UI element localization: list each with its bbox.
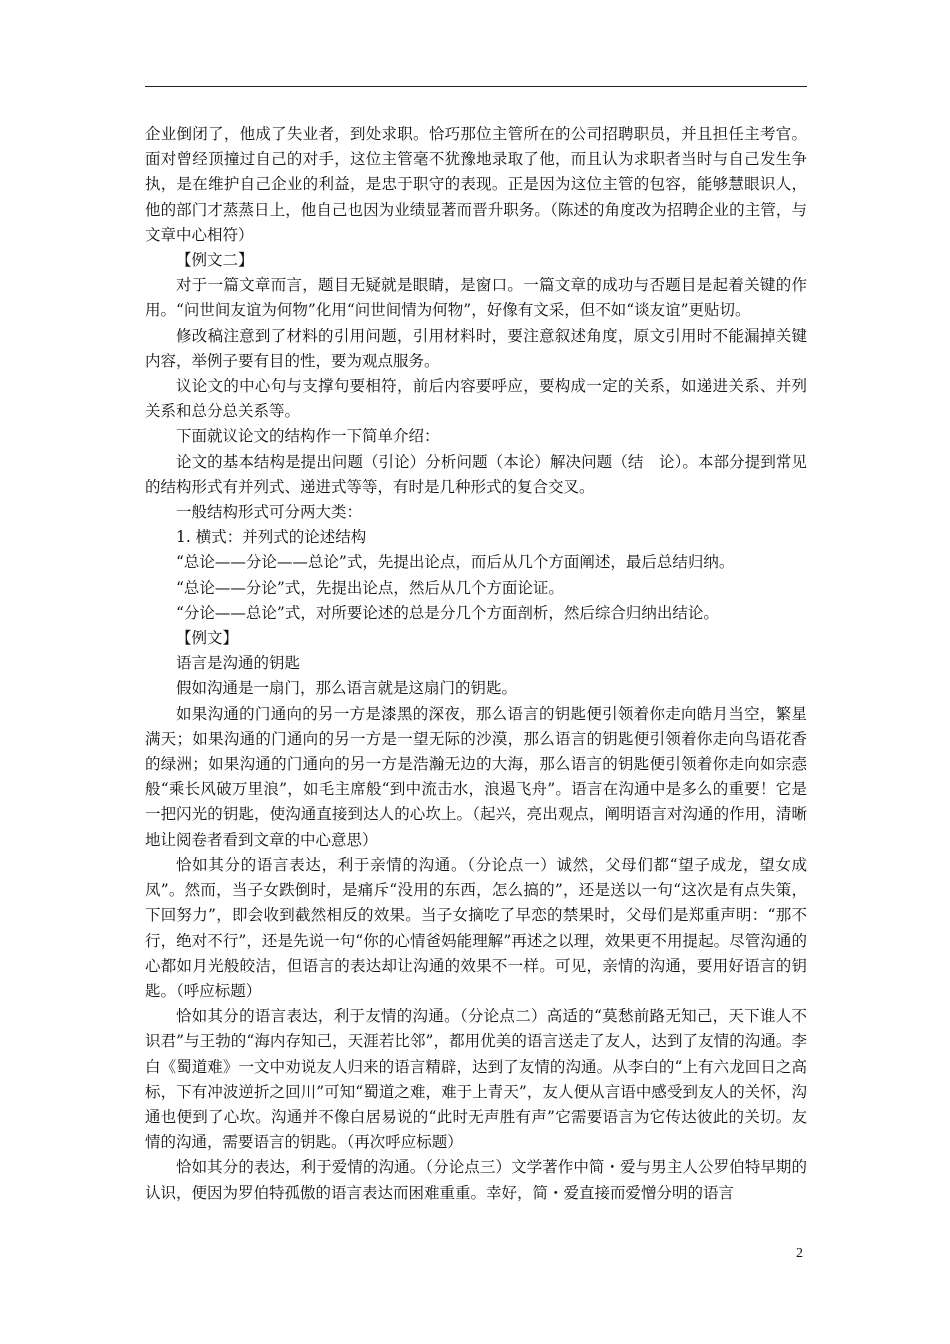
list-item: “分论——总论”式，对所要论述的总是分几个方面剖析，然后综合归纳出结论。	[176, 603, 719, 622]
paragraph: 企业倒闭了，他成了失业者，到处求职。恰巧那位主管所在的公司招聘职员，并且担任主考官。面对曾经顶撞过自己的对手，这位主管毫不犹豫地录取了他，而且认为求职者当时与自己发生争执，是在维护自己企业的利益，是忠于职守的表现。正是因为这位主管的包容，能够慧眼识人，他的部门才蒸蒸日上，他自己也因为业绩显著而晋升职务。（陈述的角度改为招聘企业的主管，与文章中心相符）	[145, 125, 807, 244]
paragraph: 议论文的中心句与支撑句要相符，前后内容要呼应，要构成一定的关系，如递进关系、并列关系和总分总关系等。	[145, 377, 807, 421]
list-item: 1. 横式：并列式的论述结构	[176, 528, 367, 547]
page-number: 2	[796, 1246, 803, 1261]
paragraph: 对于一篇文章而言，题目无疑就是眼睛，是窗口。一篇文章的成功与否题目是起着关键的作用。“问世间友谊为何物”化用“问世间情为何物”，好像有文采，但不如“谈友谊”更贴切。	[145, 276, 807, 320]
paragraph: 恰如其分的语言表达，利于友情的沟通。（分论点二）高适的“莫愁前路无知己，天下谁人不识君”与王勃的“海内存知己，天涯若比邻”，都用优美的语言送走了友人，达到了友情的沟通。李白《蜀道难》一文中劝说友人归来的语言精辟，达到了友情的沟通。从李白的“上有六龙回日之高标，下有冲波逆折之回川”可知“蜀道之难，难于上青天”，友人便从言语中感受到友人的关怀，沟通也便到了心坎。沟通并不像白居易说的“此时无声胜有声”它需要语言为它传达彼此的关切。友情的沟通，需要语言的钥匙。（再次呼应标题）	[145, 1007, 807, 1152]
paragraph: 如果沟通的门通向的另一方是漆黑的深夜，那么语言的钥匙便引领着你走向皓月当空，繁星满天；如果沟通的门通向的另一方是一望无际的沙漠，那么语言的钥匙便引领着你走向鸟语花香的绿洲；如果沟通的门通向的另一方是浩瀚无边的大海，那么语言的钥匙便引领着你走向如宗悫般“乘长风破万里浪”，如毛主席般“到中流击水，浪遏飞舟”。语言在沟通中是多么的重要！它是一把闪光的钥匙，使沟通直接到达人的心坎上。（起兴，亮出观点，阐明语言对沟通的作用，清晰地让阅卷者看到文章的中心意思）	[145, 704, 807, 849]
list-item: “总论——分论——总论”式，先提出论点，而后从几个方面阐述，最后总结归纳。	[176, 553, 735, 572]
document-body	[145, 122, 807, 1206]
paragraph: 恰如其分的表达，利于爱情的沟通。（分论点三）文学著作中简・爱与男主人公罗伯特早期的认识，便因为罗伯特孤傲的语言表达而困难重重。幸好，简・爱直接而爱憎分明的语言	[145, 1158, 807, 1202]
paragraph: 下面就议论文的结构作一下简单介绍：	[176, 427, 440, 446]
list-item: “总论——分论”式，先提出论点，然后从几个方面论证。	[176, 578, 564, 597]
paragraph: 恰如其分的语言表达，利于亲情的沟通。（分论点一）诚然，父母们都“望子成龙，望女成凤”。然而，当子女跌倒时，是痛斥“没用的东西，怎么搞的”，还是送以一句“这次是有点失策，下回努力”，即会收到截然相反的效果。当子女摘吃了早恋的禁果时，父母们是郑重声明：“那不行，绝对不行”，还是先说一句“你的心情爸妈能理解”再述之以理，效果更不用提起。尽管沟通的心都如月光般皎洁，但语言的表达却让沟通的效果不一样。可见，亲情的沟通，要用好语言的钥匙。（呼应标题）	[145, 855, 807, 1000]
section-heading-example-2: 【例文二】	[176, 251, 254, 270]
essay-title: 语言是沟通的钥匙	[176, 654, 301, 673]
paragraph: 修改稿注意到了材料的引用问题，引用材料时，要注意叙述角度，原文引用时不能漏掉关键内容，举例子要有目的性，要为观点服务。	[145, 326, 807, 370]
header-rule	[145, 86, 807, 87]
section-heading-example: 【例文】	[176, 629, 239, 648]
paragraph: 一般结构形式可分两大类：	[176, 503, 363, 522]
paragraph: 论文的基本结构是提出问题（引论）分析问题（本论）解决问题（结 论）。本部分提到常见的结构形式有并列式、递进式等等，有时是几种形式的复合交叉。	[145, 452, 807, 496]
paragraph: 假如沟通是一扇门，那么语言就是这扇门的钥匙。	[176, 679, 518, 698]
